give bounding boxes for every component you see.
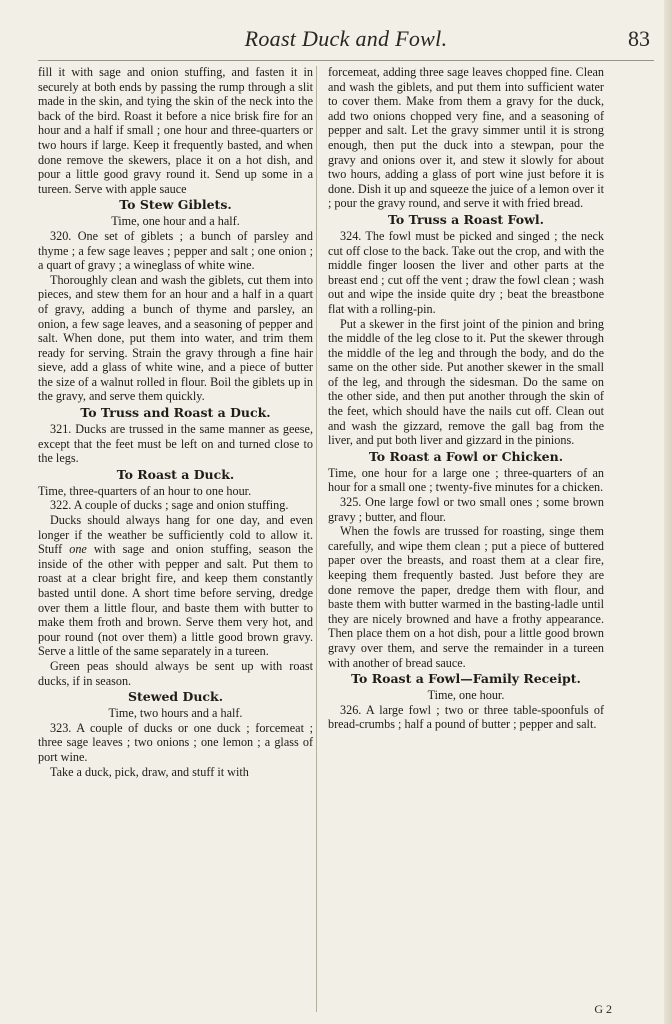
- paragraph: forcemeat, adding three sage leaves chopped fine. Clean and wash the giblets, and put them into sufficient water to cover them. Make from them a gravy for the duck, add two onions chopped very fine, and a seasoning of pepper and salt. Let the gravy simmer until it is strong enough, then put the duck into a stewpan, pour the gravy and onions over it, and stew it slowly for about two hours, adding a glass of port wine just before it is done. Dish it up and squeeze the juice of a lemon over it ; pour the gravy round, and serve it with fried bread.: [328, 65, 604, 211]
- section-heading: Stewed Duck.: [127, 689, 224, 705]
- ingredients: 325. One large fowl or two small ones ; some brown gravy ; butter, and flour.: [328, 495, 604, 524]
- section-heading: To Truss a Roast Fowl.: [388, 211, 544, 227]
- time-note: Time, two hours and a half.: [108, 706, 243, 721]
- column-divider: [316, 66, 317, 1012]
- section-heading: To Roast a Duck.: [116, 466, 235, 482]
- page-header: [38, 26, 654, 58]
- paragraph: Thoroughly clean and wash the giblets, cut them into pieces, and stew them for an hour and a half in a quart of gravy, adding a bunch of thyme and parsley, an onion, a few sage leaves, and a seasoning of pepper and salt. When done, put them into water, and trim them ready for serving. Strain the gravy through a fine hair sieve, add a glass of white wine, and a piece of butter the size of a walnut rolled in flour. Boil the giblets up in the gravy, and serve them quickly.: [38, 272, 313, 404]
- section-heading: To Stew Giblets.: [119, 197, 232, 213]
- paragraph: Put a skewer in the first joint of the pinion and bring the middle of the leg close to it. Put the skewer through the middle of the leg and through the body, and do the same on the other side. Put another skewer in the small of the leg, and through the sidesman. Do the same on the other side, and then put another through the skin of the feet, which should have the nails cut off. Clean out and wash the gizzard, remove the gall bag from the liver, and put both liver and gizzard in the pinions.: [328, 316, 604, 448]
- time-note: Time, one hour and a half.: [111, 214, 240, 229]
- text-run: Ducks should always hang for one day, and even longer if the weather be sufficiently cold to allow it. Stuff: [38, 513, 313, 557]
- time-note: Time, one hour for a large one ; three-quarters of an hour for a small one ; twenty-five minutes for a chicken.: [328, 465, 604, 495]
- paragraph: Green peas should always be sent up with roast ducks, if in season.: [38, 658, 313, 688]
- signature-mark: G 2: [594, 1002, 612, 1016]
- paragraph: 324. The fowl must be picked and singed ; the neck cut off close to the back. Take out the crop, and with the middle finger loosen the liver and other parts at the breast end ; cut off the vent ; draw the fowl clean ; wash out and wipe the inside quite dry ; beat the breastbone flat with a rolling-pin.: [328, 228, 604, 316]
- paragraph: fill it with sage and onion stuffing, and fasten it in securely at both ends by passing the rump through a slit made in the skin, and tying the skin of the neck into the back of the bird. Roast it before a nice brisk fire for an hour and a half if small ; one hour and three-quarters or two hours if large. Keep it frequently basted, and when done remove the skewers, place it on a hot dish, and pour a little good gravy round it. Send up some in a tureen. Serve with apple sauce: [38, 65, 313, 196]
- section-heading: To Truss and Roast a Duck.: [80, 405, 271, 421]
- header-rule: [38, 60, 654, 61]
- left-column: [38, 65, 313, 779]
- ingredients: 320. One set of giblets ; a bunch of parsley and thyme ; a few sage leaves ; pepper and salt ; one onion ; a quart of gravy ; a wineglass of white wine.: [38, 228, 313, 273]
- ingredients: 322. A couple of ducks ; sage and onion stuffing.: [50, 498, 289, 513]
- page-edge: [664, 0, 672, 1024]
- paragraph: When the fowls are trussed for roasting, singe them carefully, and wipe them clean ; put a piece of buttered paper over the breasts, and roast them at a clear fire, keeping them frequently basted. Just before they are done remove the paper, dredge them with flour, and baste them with butter warmed in the basting-ladle until they are nicely browned and have a frothy appearance. Then place them on a hot dish, pour a little good brown gravy over them, and serve the remainder in a tureen with another of bread sauce.: [328, 524, 604, 670]
- section-heading: To Roast a Fowl—Family Receipt.: [351, 671, 581, 687]
- ingredients: 323. A couple of ducks or one duck ; forcemeat ; three sage leaves ; two onions ; one lemon ; a glass of port wine.: [38, 720, 313, 764]
- paragraph: Take a duck, pick, draw, and stuff it with: [50, 764, 249, 779]
- time-note: Time, one hour.: [427, 688, 505, 703]
- section-heading: To Roast a Fowl or Chicken.: [368, 448, 564, 464]
- paragraph: 321. Ducks are trussed in the same manner as geese, except that the feet must be left on and turned close to the legs.: [38, 422, 313, 466]
- emphasis: one: [69, 542, 87, 557]
- right-column: [328, 65, 604, 732]
- page-number: 83: [628, 26, 650, 51]
- time-note: Time, three-quarters of an hour to one hour.: [38, 483, 252, 498]
- ingredients: 326. A large fowl ; two or three table-spoonfuls of bread-crumbs ; half a pound of butter ; pepper and salt.: [328, 702, 604, 732]
- running-title: Roast Duck and Fowl.: [244, 26, 448, 51]
- paragraph: [38, 513, 313, 659]
- text-run: with sage and onion stuffing, season the inside of the other with pepper and salt. Put them to roast at a clear bright fire, and keep them constantly basted until done. A short time before serving, dredge over them a little flour, and baste them with butter to make them froth and brown. Serve them very hot, and pour round (not over them) a little good brown gravy. Serve a little of the same separately in a tureen.: [38, 542, 313, 659]
